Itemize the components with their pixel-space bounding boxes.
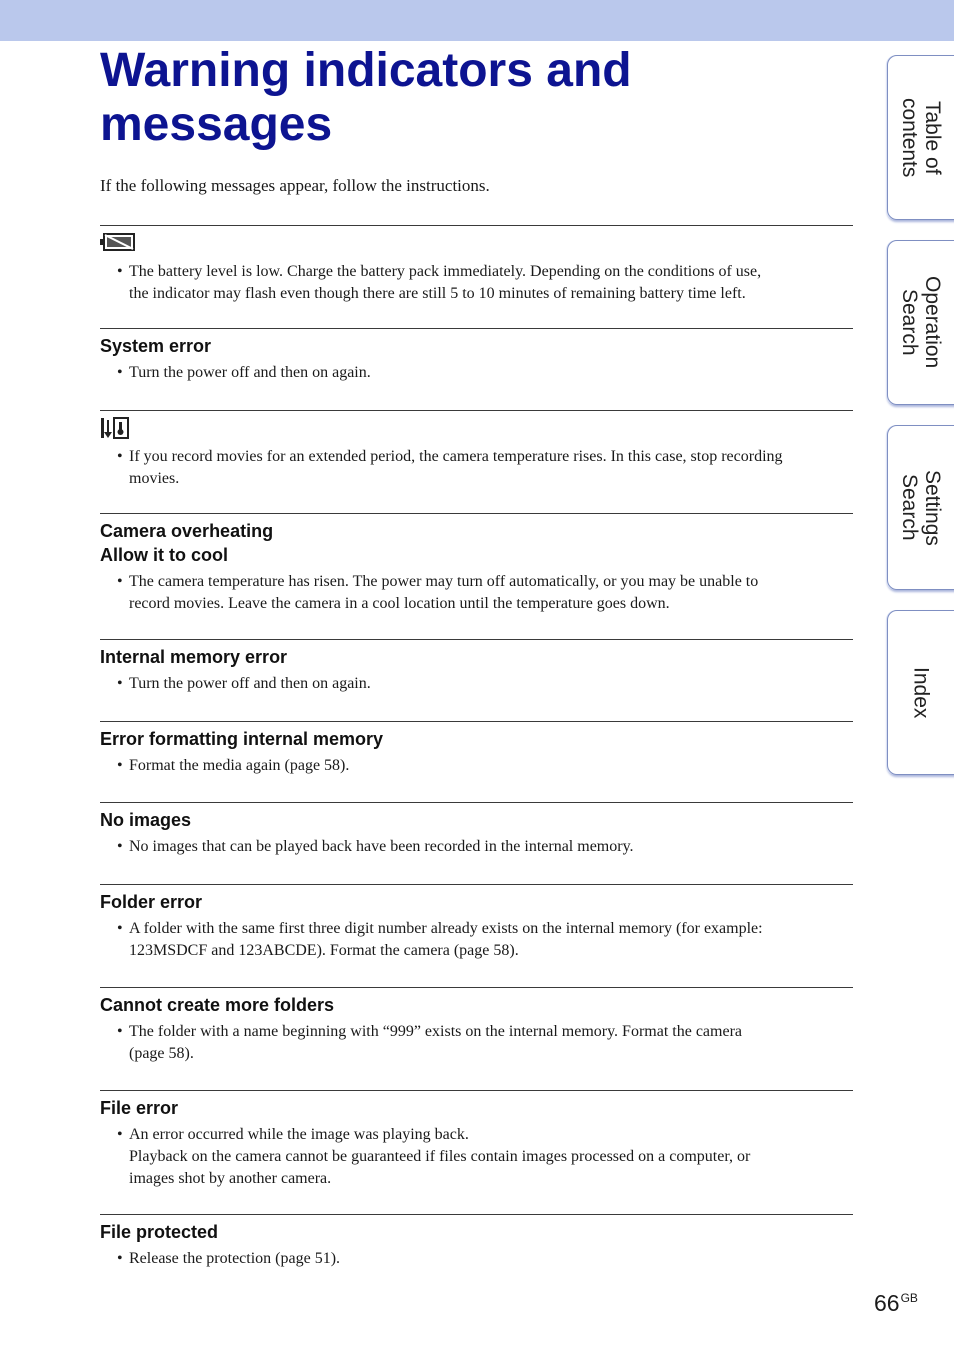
page-number-value: 66 — [874, 1290, 900, 1316]
list-item — [129, 918, 853, 962]
heading-line: Error formatting internal memory — [100, 729, 384, 749]
bullet-line: • Turn the power off and then on again. — [129, 675, 371, 692]
section-cannot-create-folders — [100, 987, 853, 1065]
section-heading — [100, 1091, 853, 1120]
bullet-line: 123MSDCF and 123ABCDE). Format the camera (page 58). — [129, 942, 519, 959]
section-error-formatting — [100, 721, 853, 777]
section-file-error — [100, 1090, 853, 1190]
bullet-line: • The folder with a name beginning with “999” exists on the internal memory. Format the camera — [129, 1023, 742, 1040]
heading-line: Internal memory error — [100, 647, 288, 667]
list-item — [129, 571, 853, 615]
section-heading — [100, 514, 853, 567]
tab-settings-search[interactable] — [887, 425, 954, 590]
section-no-images — [100, 802, 853, 858]
section-file-protected — [100, 1214, 853, 1270]
heading-line: File error — [100, 1098, 179, 1118]
bullet-line: • An error occurred while the image was playing back. — [129, 1126, 469, 1143]
bullet-list — [100, 442, 853, 490]
bullet-line: • A folder with the same first three digit number already exists on the internal memory (for example: — [129, 920, 763, 937]
list-item — [129, 1248, 853, 1270]
bullet-list — [100, 257, 853, 305]
page-title-line-2: messages — [100, 98, 333, 151]
section-battery-low — [100, 225, 853, 305]
tab-label-line: Search — [898, 474, 921, 541]
bullet-list — [100, 669, 853, 695]
tab-operation-search[interactable] — [887, 240, 954, 405]
bullet-line: the indicator may flash even though there are still 5 to 10 minutes of remaining battery time left. — [129, 285, 746, 302]
bullet-line: images shot by another camera. — [129, 1170, 332, 1187]
icon-row — [100, 226, 853, 257]
tab-label-line: Table of — [921, 100, 944, 175]
section-heading — [100, 885, 853, 914]
list-item — [129, 1021, 853, 1065]
bullet-list — [100, 751, 853, 777]
bullet-list — [100, 1017, 853, 1065]
bullet-line: • If you record movies for an extended period, the camera temperature rises. In this case, stop recording — [129, 448, 783, 465]
section-internal-memory-error — [100, 639, 853, 695]
bullet-line: • The battery level is low. Charge the battery pack immediately. Depending on the conditions of use, — [129, 263, 762, 280]
section-heading — [100, 988, 853, 1017]
section-heading — [100, 803, 853, 832]
page-number — [874, 1290, 918, 1317]
tab-label-line: Operation — [921, 276, 944, 369]
list-item — [129, 261, 853, 305]
section-heading — [100, 640, 853, 669]
bullet-line: • Release the protection (page 51). — [129, 1250, 341, 1267]
heading-line: File protected — [100, 1222, 219, 1242]
top-band — [0, 0, 954, 41]
section-system-error — [100, 328, 853, 384]
bullet-line: • No images that can be played back have been recorded in the internal memory. — [129, 838, 634, 855]
bullet-list — [100, 832, 853, 858]
tab-label-line: Search — [898, 289, 921, 356]
page-number-suffix: GB — [900, 1291, 918, 1305]
section-folder-error — [100, 884, 853, 962]
bullet-line: • Format the media again (page 58). — [129, 757, 350, 774]
bullet-line: movies. — [129, 470, 180, 487]
bullet-list — [100, 567, 853, 615]
tab-label-line: Settings — [921, 469, 944, 546]
page-title-line-1: Warning indicators and — [100, 44, 632, 97]
list-item — [129, 673, 853, 695]
page-title — [100, 44, 800, 152]
tab-index[interactable] — [887, 610, 954, 775]
section-camera-overheating — [100, 513, 853, 615]
heading-line: Cannot create more folders — [100, 995, 335, 1015]
heading-line: Folder error — [100, 892, 203, 912]
temperature-warning-icon — [100, 427, 130, 444]
tab-label-line: Index — [909, 666, 933, 719]
list-item — [129, 362, 853, 384]
intro-text: If the following messages appear, follow the instructions. — [100, 176, 490, 195]
section-heading — [100, 1215, 853, 1244]
bullet-line: record movies. Leave the camera in a cool location until the temperature goes down. — [129, 595, 670, 612]
bullet-list — [100, 1120, 853, 1190]
bullet-list — [100, 914, 853, 962]
list-item — [129, 836, 853, 858]
icon-row — [100, 411, 853, 442]
bullet-list — [100, 1244, 853, 1270]
bullet-line: (page 58). — [129, 1045, 194, 1062]
heading-line: Camera overheating — [100, 521, 274, 541]
bullet-line: Playback on the camera cannot be guaranteed if files contain images processed on a computer, or — [129, 1148, 751, 1165]
battery-low-icon — [100, 238, 136, 255]
tab-table-of-contents[interactable] — [887, 55, 954, 220]
list-item — [129, 446, 853, 490]
tab-label-line: contents — [898, 97, 921, 178]
heading-line: No images — [100, 810, 192, 830]
section-temperature-warning — [100, 410, 853, 490]
list-item — [129, 1124, 853, 1190]
list-item — [129, 755, 853, 777]
bullet-line: • The camera temperature has risen. The power may turn off automatically, or you may be unable to — [129, 573, 759, 590]
bullet-line: • Turn the power off and then on again. — [129, 364, 371, 381]
heading-line: Allow it to cool — [100, 545, 228, 565]
bullet-list — [100, 358, 853, 384]
heading-line: System error — [100, 336, 212, 356]
section-heading — [100, 329, 853, 358]
section-heading — [100, 722, 853, 751]
